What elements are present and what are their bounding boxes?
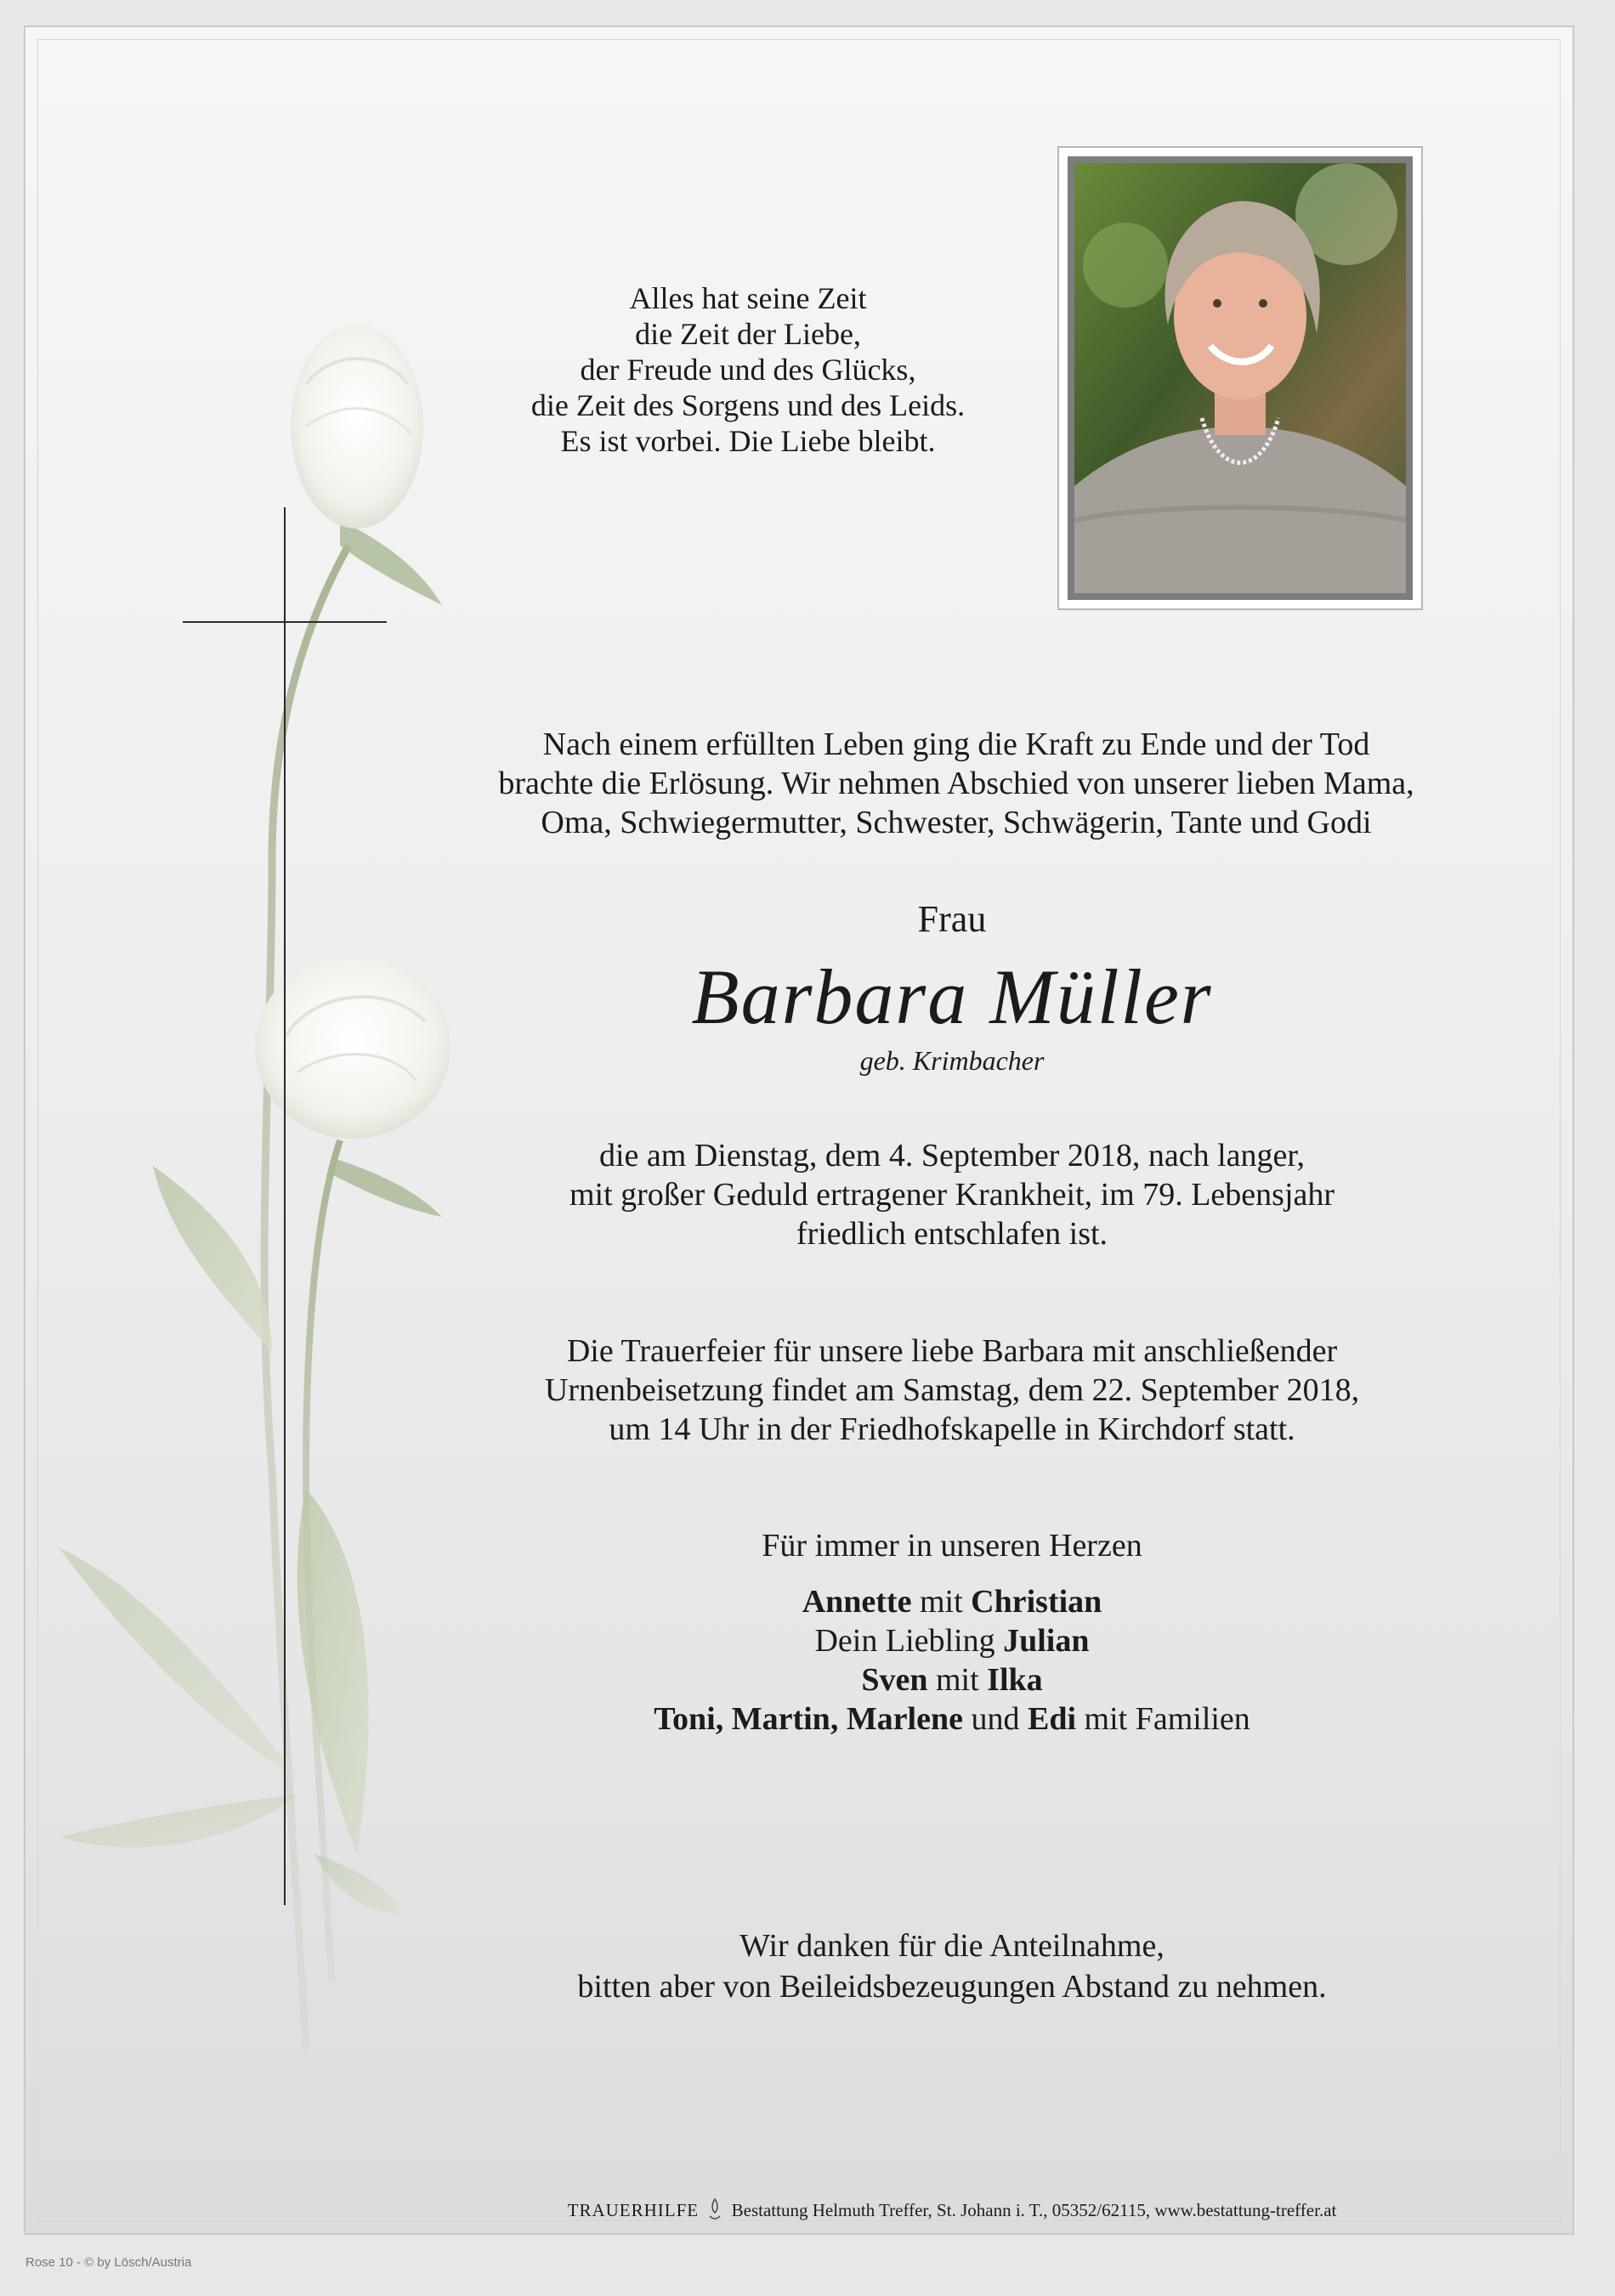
death-line: friedlich entschlafen ist. <box>796 1216 1108 1252</box>
leaf <box>298 1489 369 1854</box>
thanks-line: Wir danken für die Anteilnahme, <box>740 1928 1164 1964</box>
mourners-list <box>527 1582 1377 1739</box>
salutation: Frau <box>917 898 987 940</box>
funeral-line: Urnenbeisetzung findet am Samstag, dem 22. September 2018, <box>544 1372 1360 1408</box>
mourner-line <box>527 1699 1377 1739</box>
mourner-name: Christian <box>971 1584 1102 1620</box>
intro-line: brachte die Erlösung. Wir nehmen Abschied von unserer lieben Mama, <box>498 766 1414 801</box>
thanks-line: bitten aber von Beileidsbezeugungen Abstand zu nehmen. <box>577 1969 1327 2005</box>
sepal <box>340 520 442 605</box>
mourner-name: Annette <box>802 1584 912 1620</box>
death-line: mit großer Geduld ertragener Krankheit, im 79. Lebensjahr <box>569 1177 1335 1213</box>
funeral-line: Die Trauerfeier für unsere liebe Barbara mit anschließender <box>566 1333 1338 1369</box>
mourner-connector: mit Familien <box>1076 1701 1250 1737</box>
rose-stem <box>264 546 348 2050</box>
mourner-line <box>527 1621 1377 1660</box>
trauerhilfe-logo-icon <box>706 2197 723 2221</box>
death-notice <box>476 1136 1428 1253</box>
mourner-line <box>527 1660 1377 1699</box>
motto-line: Es ist vorbei. Die Liebe bleibt. <box>560 424 936 458</box>
leaf <box>60 1795 298 1847</box>
mourner-connector: Dein Liebling <box>814 1623 1004 1659</box>
funeral-home-footer <box>510 2197 1394 2221</box>
maiden-name: geb. Krimbacher <box>859 1045 1045 1076</box>
mourner-line <box>527 1582 1377 1621</box>
intro-line: Oma, Schwiegermutter, Schwester, Schwägerin, Tante und Godi <box>541 805 1372 840</box>
deceased-name: Barbara Müller <box>691 953 1213 1040</box>
motto-line: der Freude und des Glücks, <box>580 353 916 387</box>
funeral-details <box>459 1332 1445 1449</box>
copyright-note: Rose 10 - © by Lösch/Austria <box>26 2255 192 2270</box>
intro-text <box>408 725 1504 842</box>
footer-contact: Bestattung Helmuth Treffer, St. Johann i. T., 05352/62115, www.bestattung-treffer.at <box>731 2200 1337 2220</box>
mourner-name: Ilka <box>987 1662 1043 1698</box>
portrait-frame <box>1057 146 1423 610</box>
mourner-connector: und <box>962 1701 1028 1737</box>
portrait-photo <box>1068 156 1413 600</box>
mourner-connector: mit <box>927 1662 988 1698</box>
sepal <box>332 1157 442 1217</box>
death-line: die am Dienstag, dem 4. September 2018, nach langer, <box>598 1138 1305 1173</box>
motto-line: die Zeit des Sorgens und des Leids. <box>530 388 966 422</box>
mourner-name: Toni, Martin, Marlene <box>654 1701 963 1737</box>
closing-line: Für immer in unseren Herzen <box>762 1528 1142 1564</box>
intro-line: Nach einem erfüllten Leben ging die Kraft zu Ende und der Tod <box>542 727 1370 762</box>
mourner-connector: mit <box>911 1584 972 1620</box>
mourner-name: Edi <box>1027 1701 1077 1737</box>
thanks-text <box>476 1926 1428 2007</box>
mourner-name: Julian <box>1003 1623 1090 1659</box>
leaf <box>153 1166 272 1353</box>
leaf <box>60 1548 298 1778</box>
footer-brand: TRAUERHILFE <box>567 2200 700 2220</box>
funeral-line: um 14 Uhr in der Friedhofskapelle in Kirchdorf statt. <box>609 1411 1295 1447</box>
motto-line: die Zeit der Liebe, <box>635 317 861 351</box>
motto-verse <box>459 280 1037 459</box>
motto-line: Alles hat seine Zeit <box>629 281 867 315</box>
mourner-name: Sven <box>861 1662 928 1698</box>
